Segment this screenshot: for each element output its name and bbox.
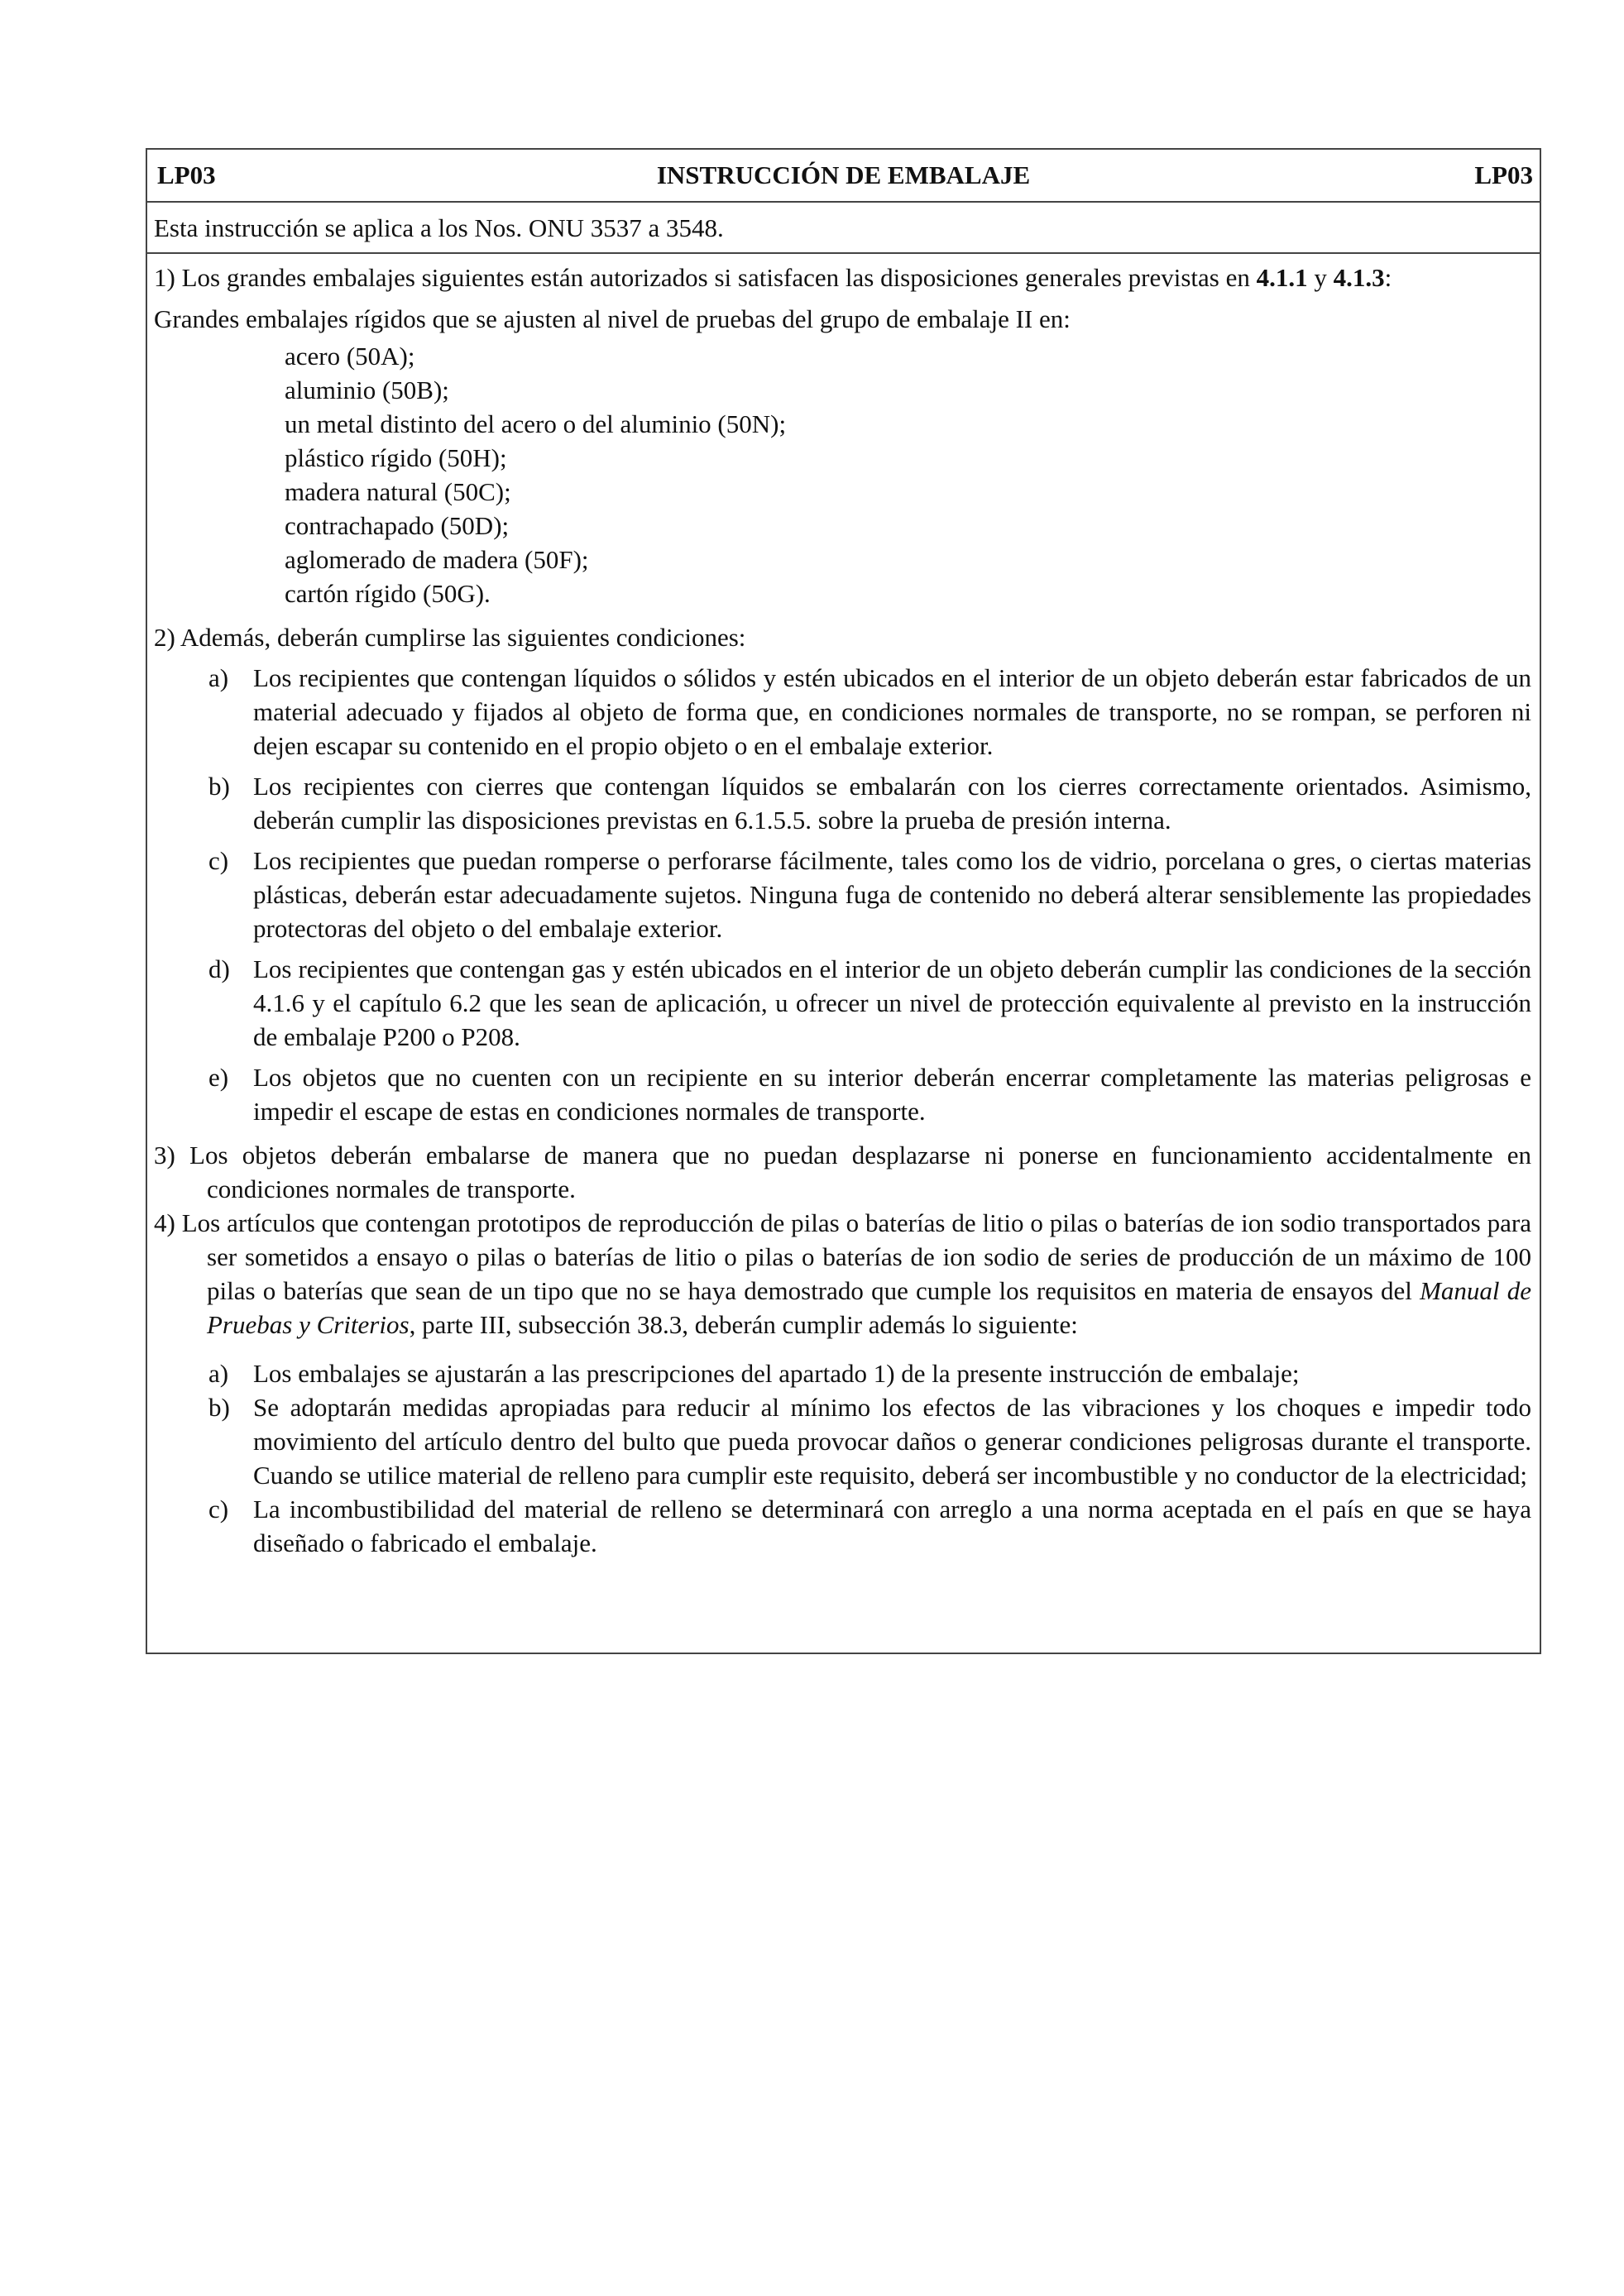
condition-item (154, 1060, 1531, 1128)
material-item: un metal distinto del acero o del aluminio (50N); (285, 409, 787, 438)
section-2-title: 2) Además, deberán cumplirse las siguientes condiciones: (154, 623, 746, 652)
condition-item (154, 844, 1531, 945)
material-item: plástico rígido (50H); (285, 443, 507, 472)
code-left: LP03 (157, 160, 216, 189)
reference-4-1-3: 4.1.3 (1333, 263, 1385, 292)
section-4-items (154, 1356, 1531, 1560)
instruction-body (147, 254, 1540, 1560)
condition-item (154, 769, 1531, 837)
condition-text: Los recipientes que contengan líquidos o sólidos y estén ubicados en el interior de un objeto deberán estar fabricados de un material adecuado y fijados al objeto de forma que, en condiciones normales de transporte, no se rompan, se perforen ni dejen escapar su contenido en el propio objeto o en el embalaje exterior. (253, 663, 1531, 760)
manual-title: Manual de Pruebas y Criterios (207, 1276, 1531, 1339)
condition-item (154, 661, 1531, 763)
section-1-lead: Grandes embalajes rígidos que se ajusten al nivel de pruebas del grupo de embalaje II en: (154, 304, 1071, 333)
header-row (147, 150, 1540, 203)
section-1-colon: : (1384, 263, 1392, 292)
requirement-item (154, 1492, 1531, 1560)
packing-instruction-table (146, 148, 1541, 1654)
section-4-text-after: , parte III, subsección 38.3, deberán cumplir además lo siguiente: (409, 1310, 1078, 1339)
page-title: INSTRUCCIÓN DE EMBALAJE (656, 160, 1031, 189)
requirement-text: Los embalajes se ajustarán a las prescripciones del apartado 1) de la presente instrucción de embalaje; (253, 1359, 1300, 1388)
scope-text: Esta instrucción se aplica a los Nos. ONU 3537 a 3548. (154, 213, 724, 242)
condition-text: Los recipientes que contengan gas y estén ubicados en el interior de un objeto deberán cumplir las condiciones de la sección 4.1.6 y el capítulo 6.2 que les sean de aplicación, u ofrecer un nivel de protección equivalente al previsto en la instrucción de embalaje P200 o P208. (253, 954, 1531, 1051)
section-4-text-before: 4) Los artículos que contengan prototipos de reproducción de pilas o baterías de litio o pilas o baterías de ion sodio transportados para ser sometidos a ensayo o pilas o baterías de litio o pilas o baterías de ion sodio de series de producción de un máximo de 100 pilas o baterías que sean de un tipo que no se haya demostrado que cumple los requisitos en materia de ensayos del (154, 1208, 1531, 1305)
section-3: 3) Los objetos deberán embalarse de manera que no puedan desplazarse ni ponerse en funcionamiento accidentalmente en condiciones normales de transporte. (154, 1141, 1531, 1203)
material-item: aluminio (50B); (285, 375, 449, 404)
reference-4-1-1: 4.1.1 (1256, 263, 1308, 292)
condition-item (154, 952, 1531, 1054)
material-item: madera natural (50C); (285, 477, 511, 506)
condition-letter: e) (208, 1063, 229, 1092)
section-4-intro (154, 1206, 1531, 1342)
condition-letter: a) (208, 663, 229, 692)
section-1-intro-text: 1) Los grandes embalajes siguientes están autorizados si satisfacen las disposiciones generales previstas en (154, 263, 1257, 292)
material-item: cartón rígido (50G). (285, 579, 491, 608)
requirement-item (154, 1356, 1531, 1390)
requirement-letter: c) (208, 1495, 229, 1523)
condition-text: Los recipientes que puedan romperse o perforarse fácilmente, tales como los de vidrio, porcelana o gres, o ciertas materias plásticas, deberán estar adecuadamente sujetos. Ninguna fuga de contenido no deberá alterar sensiblemente las propiedades protectoras del objeto o del embalaje exterior. (253, 846, 1531, 943)
condition-letter: b) (208, 772, 230, 801)
requirement-item (154, 1390, 1531, 1492)
scope-row (147, 203, 1540, 254)
requirement-letter: a) (208, 1359, 229, 1388)
condition-text: Los objetos que no cuenten con un recipiente en su interior deberán encerrar completamente las materias peligrosas e impedir el escape de estas en condiciones normales de transporte. (253, 1063, 1531, 1126)
requirement-text: Se adoptarán medidas apropiadas para reducir al mínimo los efectos de las vibraciones y los choques e impedir todo movimiento del artículo dentro del bulto que pueda provocar daños o generar condiciones peligrosas durante el transporte. Cuando se utilice material de relleno para cumplir este requisito, deberá ser incombustible y no conductor de la electricidad; (253, 1393, 1531, 1490)
section-1-conjunction: y (1307, 263, 1334, 292)
condition-text: Los recipientes con cierres que contengan líquidos se embalarán con los cierres correctamente orientados. Asimismo, deberán cumplir las disposiciones previstas en 6.1.5.5. sobre la prueba de presión interna. (253, 772, 1531, 835)
material-item: contrachapado (50D); (285, 511, 510, 540)
requirement-text: La incombustibilidad del material de relleno se determinará con arreglo a una norma aceptada en el país en que se haya diseñado o fabricado el embalaje. (253, 1495, 1531, 1557)
materials-list (154, 339, 1531, 610)
section-1-intro (154, 261, 1531, 294)
requirement-letter: b) (208, 1393, 230, 1422)
code-right: LP03 (1474, 160, 1533, 189)
material-item: aglomerado de madera (50F); (285, 545, 589, 574)
material-item: acero (50A); (285, 342, 415, 371)
condition-letter: d) (208, 954, 230, 983)
condition-letter: c) (208, 846, 229, 875)
